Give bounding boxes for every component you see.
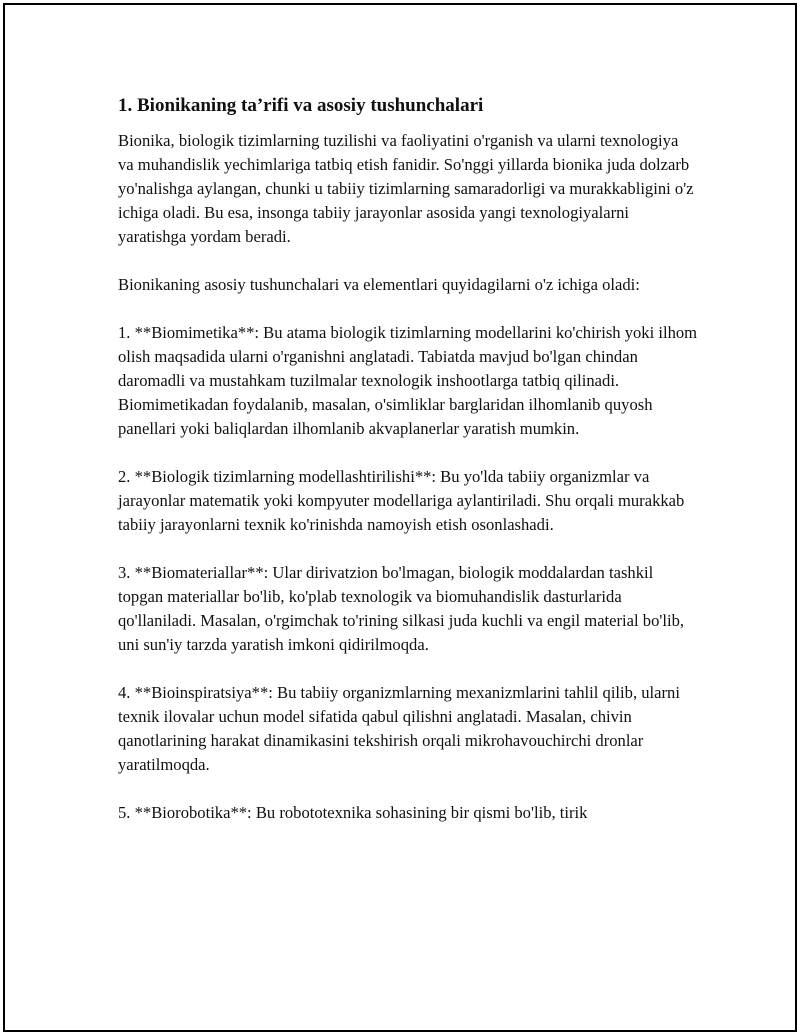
document-body <box>118 93 698 825</box>
list-item-biomateriallar: 3. **Biomateriallar**: Ular dirivatzion bo'lmagan, biologik moddalardan tashkil topgan materiallar bo'lib, ko'plab texnologik va biomuhandislik dasturlarida qo'llaniladi. Masalan, o'rgimchak to'rining silkasi juda kuchli va engil material bo'lib, uni sun'iy tarzda yaratish imkoni qidirilmoqda. <box>118 563 685 654</box>
section-heading: 1. Bionikaning ta’rifi va asosiy tushunchalari <box>118 95 484 116</box>
paragraph-concepts-intro: Bionikaning asosiy tushunchalari va elementlari quyidagilarni o'z ichiga oladi: <box>118 275 640 294</box>
paragraph-intro: Bionika, biologik tizimlarning tuzilishi va faoliyatini o'rganish va ularni texnologiya va muhandislik yechimlariga tatbiq etish fanidir. So'nggi yillarda bionika juda dolzarb yo'nalishga aylangan, chunki u tabiiy tizimlarning samaradorligi va murakkabligini o'z ichiga oladi. Bu esa, insonga tabiiy jarayonlar asosida yangi texnologiyalarni yaratishga yordam beradi. <box>118 131 694 246</box>
list-item-biomimetika: 1. **Biomimetika**: Bu atama biologik tizimlarning modellarini ko'chirish yoki ilhom olish maqsadida ularni o'rganishni anglatadi. Tabiatda mavjud bo'lgan chindan daromadli va mustahkam tuzilmalar texnologik inshootlarga tatbiq qilinadi. Biomimetikadan foydalanib, masalan, o'simliklar barglaridan ilhomlanib quyosh panellari yoki baliqlardan ilhomlanib akvaplanerlar yaratish mumkin. <box>118 323 698 438</box>
list-item-bioinspiratsiya: 4. **Bioinspiratsiya**: Bu tabiiy organizmlarning mexanizmlarini tahlil qilib, ularni texnik ilovalar uchun model sifatida qabul qilishni anglatadi. Masalan, chivin qanotlarining harakat dinamikasini tekshirish orqali mikrohavouchirchi dronlar yaratilmoqda. <box>118 683 680 774</box>
list-item-biorobotika: 5. **Biorobotika**: Bu robototexnika sohasining bir qismi bo'lib, tirik <box>118 803 588 822</box>
list-item-modellashtirish: 2. **Biologik tizimlarning modellashtirilishi**: Bu yo'lda tabiiy organizmlar va jarayonlar matematik yoki kompyuter modellariga aylantiriladi. Shu orqali murakkab tabiiy jarayonlarni texnik ko'rinishda namoyish etish osonlashadi. <box>118 467 685 534</box>
